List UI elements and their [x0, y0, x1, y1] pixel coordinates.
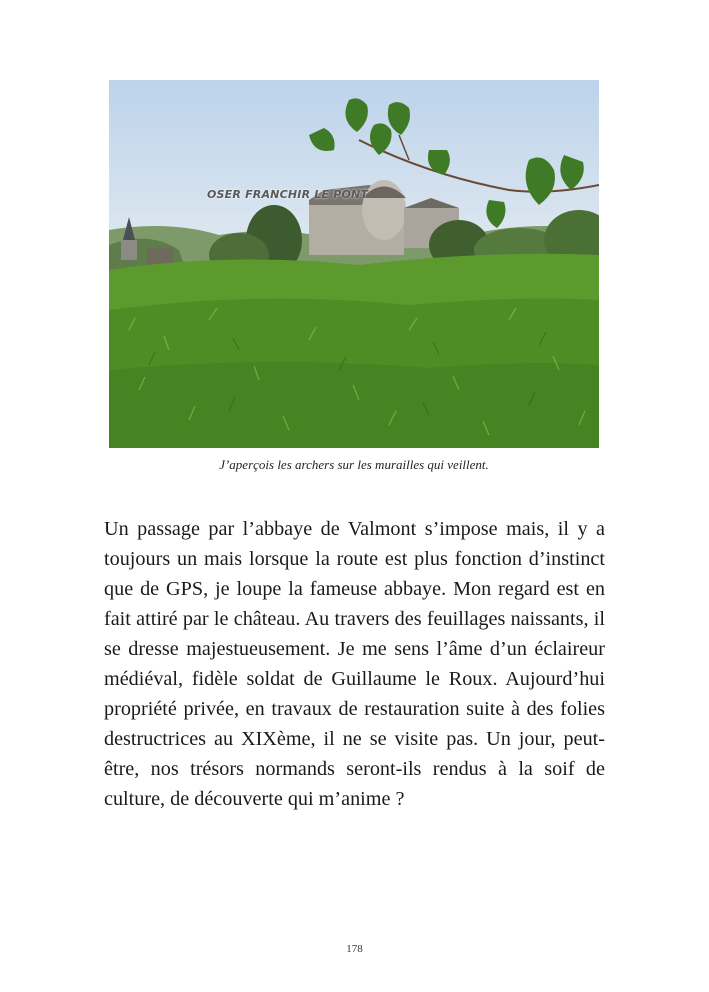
chateau-photo	[109, 80, 599, 448]
body-paragraph: Un passage par l’abbaye de Valmont s’impose mais, il y a toujours un mais lorsque la route est plus fonction d’instinct que de GPS, je loupe la fameuse abbaye. Mon regard est en fait attiré par le château. Au travers des feuillages naissants, il se dresse majestueusement. Je me sens l’âme d’un éclaireur médiéval, fidèle soldat de Guillaume le Roux. Aujourd’hui propriété privée, en travaux de restauration suite à des folies destructrices au XIXème, il ne se visite pas. Un jour, peut-être, nos trésors normands seront-ils rendus à la soif de culture, de découverte qui m’anime ?	[104, 518, 605, 810]
photo-watermark: OSER FRANCHIR LE PONT	[207, 188, 369, 201]
photo-caption: J’aperçois les archers sur les murailles qui veillent.	[219, 457, 489, 472]
page-number: 178	[346, 943, 363, 955]
chateau-photo-drawing	[109, 80, 599, 448]
